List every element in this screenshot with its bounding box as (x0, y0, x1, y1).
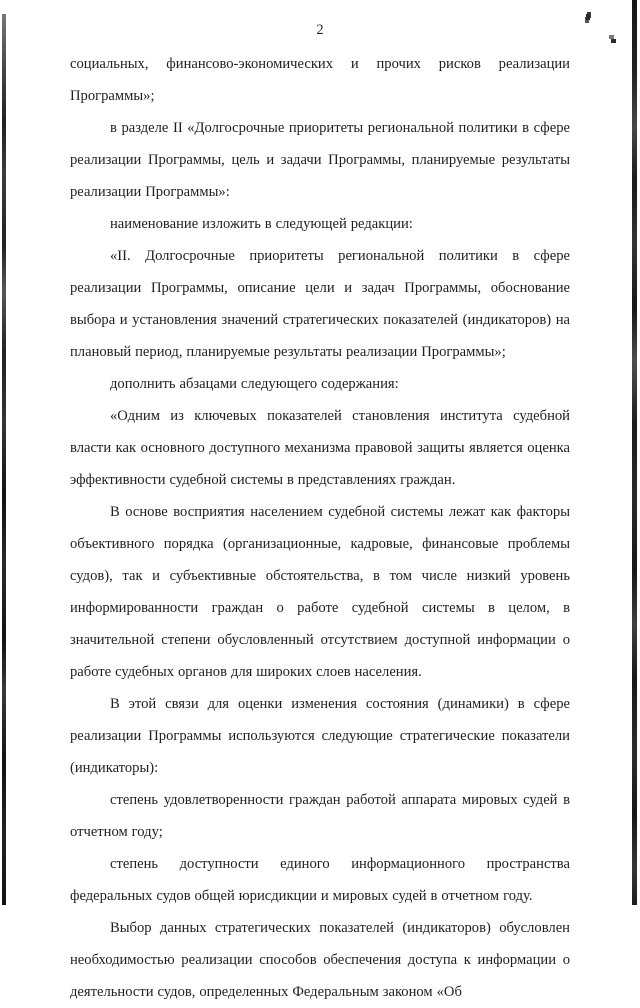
paragraph: в разделе II «Долгосрочные приоритеты региональной политики в сфере реализации Программы, цель и задачи Программы, планируемые результаты реализации Программы»: (70, 120, 570, 200)
paragraph: дополнить абзацами следующего содержания: (110, 376, 399, 392)
document-body (70, 48, 570, 1008)
paragraph: степень доступности единого информационного пространства федеральных судов общей юрисдикции и мировых судей в отчетном году. (70, 856, 570, 904)
paragraph: социальных, финансово-экономических и прочих рисков реализации Программы»; (70, 56, 570, 104)
paragraph: «II. Долгосрочные приоритеты региональной политики в сфере реализации Программы, описание цели и задач Программы, обоснование выбора и установления значений стратегических показателей (индикаторов) на плановый период, планируемые результаты реализации Программы»; (70, 248, 570, 360)
scan-edge-left-artifact (2, 14, 6, 905)
paragraph: Выбор данных стратегических показателей (индикаторов) обусловлен необходимостью реализации способов обеспечения доступа к информации о деятельности судов, определенных Федеральным законом «Об (70, 920, 570, 1000)
paragraph: В этой связи для оценки изменения состояния (динамики) в сфере реализации Программы используются следующие стратегические показатели (индикаторы): (70, 696, 570, 776)
page-number: 2 (316, 22, 324, 38)
paragraph: «Одним из ключевых показателей становления института судебной власти как основного доступного механизма правовой защиты является оценка эффективности судебной системы в представлениях граждан. (70, 408, 570, 488)
paragraph: В основе восприятия населением судебной системы лежат как факторы объективного порядка (организационные, кадровые, финансовые проблемы судов), так и субъективные обстоятельства, в том числе низкий уровень информированности граждан о работе судебной системы в целом, в значительной степени обусловленный отсутствием доступной информации о работе судебных органов для широких слоев населения. (70, 504, 570, 680)
paragraph: степень удовлетворенности граждан работой аппарата мировых судей в отчетном году; (70, 792, 570, 840)
dust-speck-icon (586, 14, 590, 20)
paragraph: наименование изложить в следующей редакции: (110, 216, 413, 232)
dust-speck-icon (611, 39, 616, 43)
